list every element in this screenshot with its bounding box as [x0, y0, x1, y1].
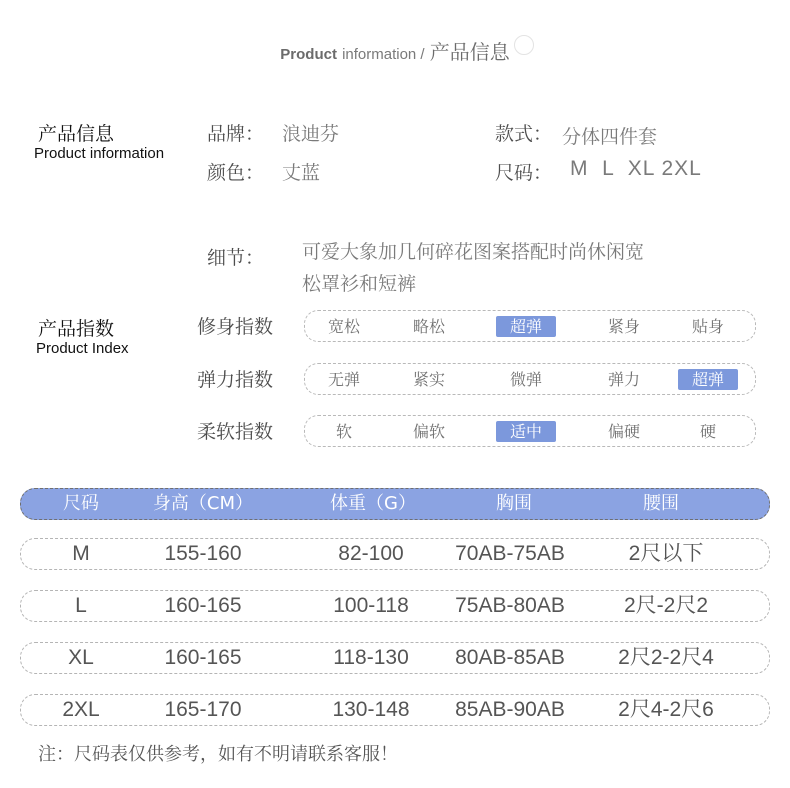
size-value: M L XL 2XL [570, 157, 702, 180]
size-table-header-cell: 体重（G） [330, 493, 416, 514]
size-table-cell: 155-160 [164, 542, 242, 565]
size-table-header [20, 488, 770, 520]
brand-label: 品牌： [207, 123, 265, 145]
size-table-cell: 82-100 [338, 542, 404, 565]
decor-circle-icon [514, 35, 534, 55]
size-table-cell: 2尺以下 [628, 542, 704, 565]
color-label: 颜色： [207, 162, 265, 184]
index-option-selected: 适中 [496, 421, 556, 442]
index-option: 紧实 [412, 370, 445, 389]
size-table-cell: 160-165 [164, 646, 242, 669]
size-table-cell: 80AB-85AB [455, 646, 565, 669]
size-table-cell: 100-118 [333, 594, 409, 617]
index-scale [304, 415, 756, 447]
index-option: 硬 [699, 422, 716, 441]
index-option: 紧身 [607, 317, 640, 336]
index-title-cn: 产品指数 [38, 318, 115, 340]
index-option-selected: 超弹 [496, 316, 556, 337]
size-table-cell: 85AB-90AB [455, 698, 565, 721]
size-table-header-cell: 身高（CM） [152, 493, 254, 514]
detail-line-2: 松罩衫和短裤 [302, 273, 417, 295]
header-en: information / [342, 46, 425, 63]
size-table-cell: XL [68, 646, 94, 669]
index-option: 偏软 [412, 422, 445, 441]
style-label: 款式： [495, 123, 553, 145]
index-option: 微弹 [509, 370, 542, 389]
size-table-cell: 165-170 [164, 698, 242, 721]
color-value: 丈蓝 [282, 162, 321, 184]
index-label: 柔软指数 [197, 421, 274, 443]
detail-text [302, 236, 644, 300]
size-table-cell: 2尺2-2尺4 [618, 646, 714, 669]
size-table-row [20, 694, 770, 726]
page-header [0, 36, 790, 65]
size-table-cell: 70AB-75AB [455, 542, 565, 565]
size-table-header-cell: 胸围 [496, 493, 532, 514]
info-title-en: Product information [34, 145, 165, 162]
index-scale [304, 363, 756, 395]
size-table-cell: 2XL [62, 698, 100, 721]
index-option: 贴身 [691, 317, 724, 336]
size-label: 尺码： [495, 162, 553, 184]
header-en-bold: Product [280, 46, 337, 63]
size-table-cell: 130-148 [332, 698, 410, 721]
size-table-cell: 2尺-2尺2 [623, 594, 709, 617]
index-option: 偏硬 [607, 422, 640, 441]
index-label: 弹力指数 [197, 369, 274, 391]
size-table-cell: 160-165 [164, 594, 242, 617]
detail-label: 细节： [207, 247, 265, 269]
index-option-selected: 超弹 [678, 369, 738, 390]
index-scale [304, 310, 756, 342]
index-label: 修身指数 [197, 316, 274, 338]
info-title-cn: 产品信息 [38, 123, 115, 145]
size-table-cell: 118-130 [333, 646, 409, 669]
size-table-row [20, 590, 770, 622]
size-table-header-cell: 尺码 [63, 493, 99, 514]
size-table-cell: 75AB-80AB [455, 594, 565, 617]
index-option: 软 [335, 422, 352, 441]
size-note: 注：尺码表仅供参考，如有不明请联系客服！ [38, 744, 398, 765]
size-table-row [20, 642, 770, 674]
size-table-row [20, 538, 770, 570]
size-table-cell: 2尺4-2尺6 [618, 698, 714, 721]
index-title-en: Product Index [36, 340, 129, 357]
size-table-cell: L [75, 594, 87, 617]
index-option: 宽松 [327, 317, 360, 336]
size-table-cell: M [72, 542, 90, 565]
brand-value: 浪迪芬 [282, 123, 340, 145]
style-value: 分体四件套 [562, 126, 658, 148]
detail-line-1: 可爱大象加几何碎花图案搭配时尚休闲宽 [302, 241, 645, 263]
index-option: 无弹 [327, 370, 360, 389]
header-cn: 产品信息 [429, 40, 510, 64]
size-table-header-cell: 腰围 [643, 493, 679, 514]
index-option: 略松 [412, 317, 445, 336]
index-option: 弹力 [607, 370, 640, 389]
